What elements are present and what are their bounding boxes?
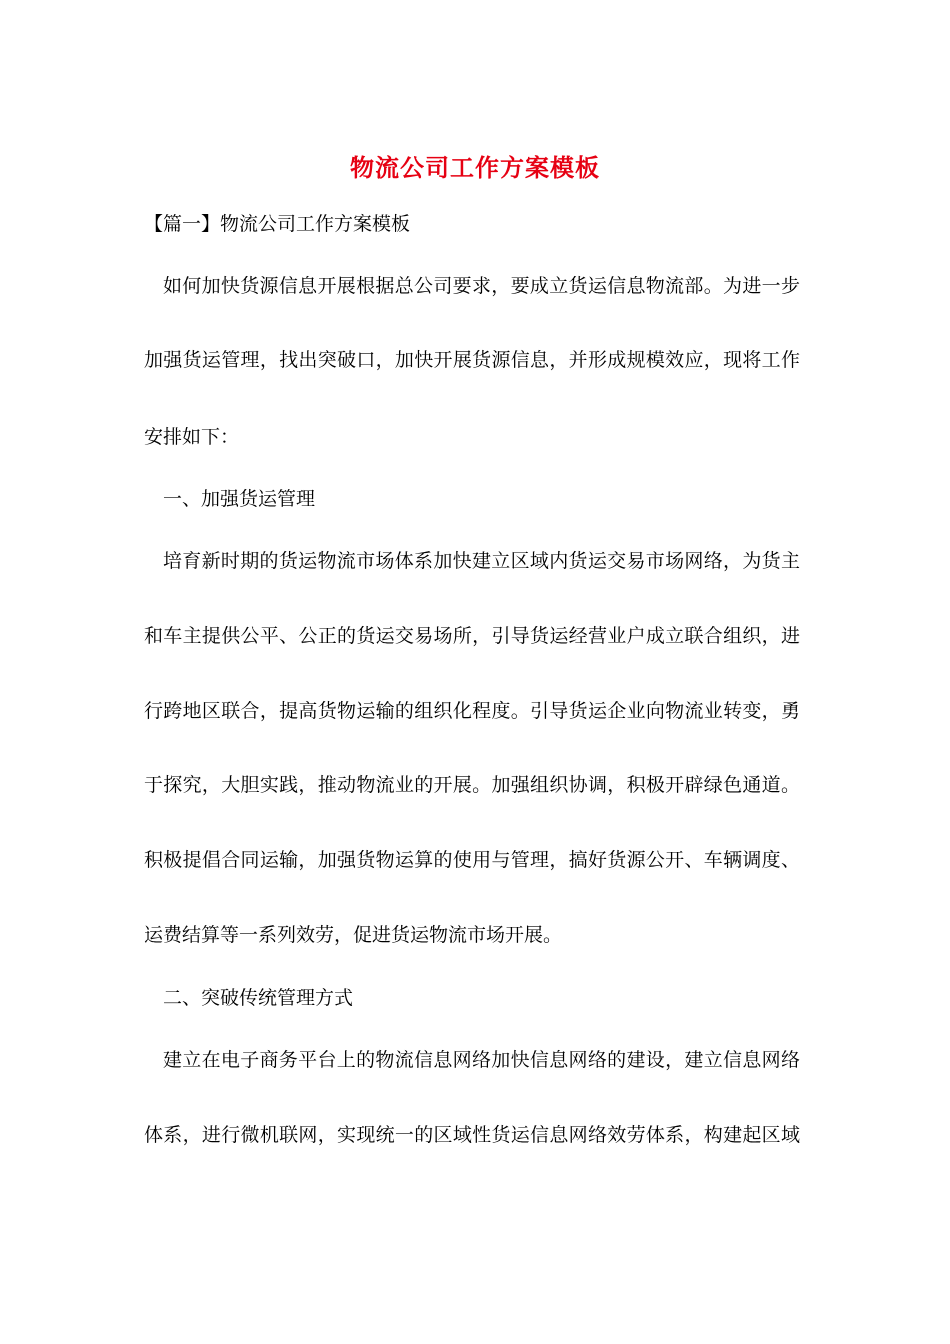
section-heading-two: 二、突破传统管理方式 [163,987,354,1009]
paragraph-line: 如何加快货源信息开展根据总公司要求，要成立货运信息物流部。为进一步 [163,275,800,297]
section-heading-one: 一、加强货运管理 [163,488,316,510]
document-title: 物流公司工作方案模板 [350,153,600,182]
paragraph-line: 和车主提供公平、公正的货运交易场所，引导货运经营业户成立联合组织，进 [144,625,800,647]
paragraph-line: 积极提倡合同运输，加强货物运算的使用与管理，搞好货源公开、车辆调度、 [144,849,800,871]
paragraph-line: 体系，进行微机联网，实现统一的区域性货运信息网络效劳体系，构建起区域 [144,1124,800,1146]
paragraph-line: 培育新时期的货运物流市场体系加快建立区域内货运交易市场网络，为货主 [163,550,800,572]
paragraph-line: 行跨地区联合，提高货物运输的组织化程度。引导货运企业向物流业转变，勇 [144,700,800,722]
paragraph-line: 加强货运管理，找出突破口，加快开展货源信息，并形成规模效应，现将工作 [144,349,800,371]
section-heading-part-one: 【篇一】物流公司工作方案模板 [144,213,411,235]
paragraph-line: 运费结算等一系列效劳，促进货运物流市场开展。 [144,924,563,946]
paragraph-line: 安排如下： [144,426,240,448]
paragraph-line: 建立在电子商务平台上的物流信息网络加快信息网络的建设，建立信息网络 [163,1049,800,1071]
paragraph-line: 于探究，大胆实践，推动物流业的开展。加强组织协调，积极开辟绿色通道。 [144,774,800,796]
